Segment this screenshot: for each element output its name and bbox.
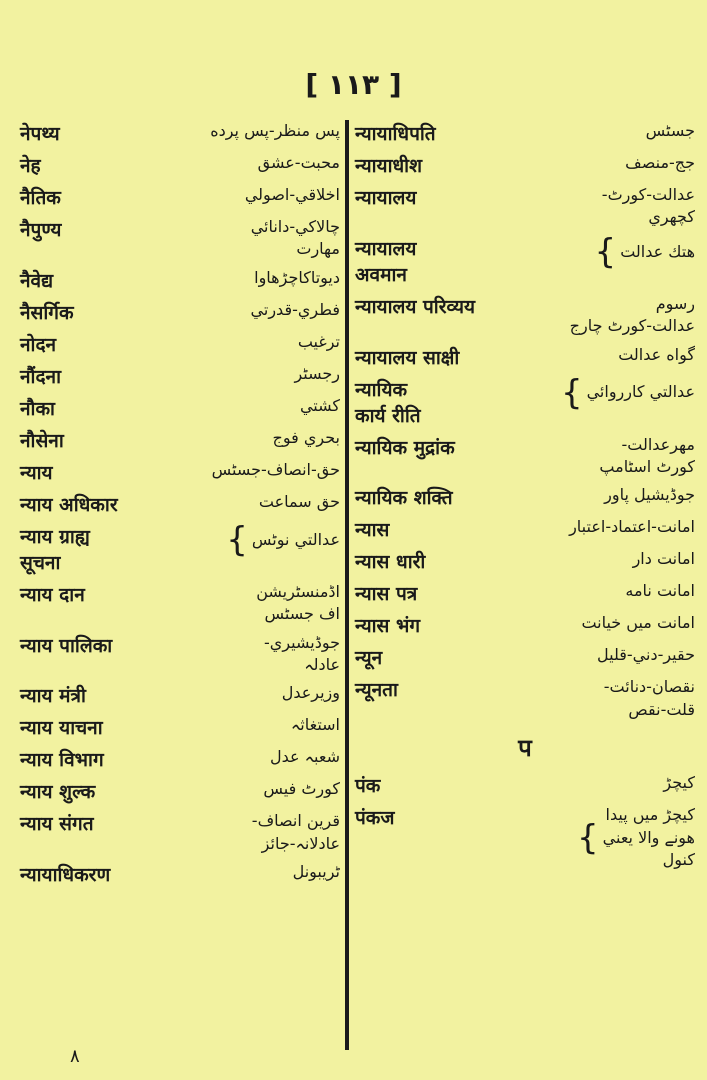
urdu-definition-line: كچهري [648,207,695,227]
dictionary-entry [355,612,695,638]
urdu-definition-line: حق سماعت [258,491,340,511]
urdu-definition [264,632,340,677]
hindi-headword: नैपुण्य [20,219,62,241]
dictionary-entry [355,580,695,606]
urdu-definition [212,459,340,481]
urdu-definition-line: وزيرعدل [281,683,340,703]
hindi-headword: न्यायाधिपति [355,123,436,145]
hindi-headword [20,523,90,575]
urdu-definition-line: امانت دار [632,549,695,569]
hindi-headword: न्यून [355,647,383,670]
urdu-definition [620,241,695,263]
urdu-definition-line: اف جسٹس [264,604,340,624]
urdu-definition [282,682,340,704]
hindi-headword-line: न्यायालय [355,237,417,260]
urdu-definition [263,778,340,800]
urdu-definition-line: كيچڑ ميں پيدا [605,805,695,825]
hindi-headword-line: न्याय ग्राह्य [20,525,90,548]
urdu-definition-line: اڈمنسٹريشن [256,581,340,601]
dictionary-entry [20,778,340,804]
urdu-definition-line: بحري فوج [272,427,340,447]
dictionary-entry [20,184,340,210]
dictionary-entry [355,548,695,574]
urdu-definition-line: جوڈيشيل پاور [604,485,695,505]
dictionary-entry [355,372,695,428]
dictionary-entry [20,299,340,325]
urdu-definition [618,344,695,366]
hindi-headword: न्यास पत्र [355,583,418,606]
urdu-definition-line: فطري-قدرتي [250,299,340,319]
urdu-definition [291,714,340,736]
dictionary-entry [355,293,695,338]
urdu-definition-line: پس منظر-پس پرده [210,121,340,140]
dictionary-entry [20,120,340,146]
urdu-definition-line: حقير-دني-قليل [597,645,695,665]
urdu-definition [252,810,340,855]
hindi-headword: न्यायिक मुद्रांक [355,436,455,459]
urdu-definition-line: امانت ميں خيانت [581,613,695,633]
hindi-headword: नौका [20,397,55,420]
hindi-headword: न्यायालय साक्षी [355,346,460,369]
urdu-definition [300,395,340,417]
urdu-definition-line: شعبہ عدل [270,747,340,767]
urdu-definition [602,184,695,229]
urdu-definition-line: امانت-اعتماد-اعتبار [569,517,695,537]
urdu-definition-line: رسوم [655,293,695,313]
hindi-headword: पंकज [355,807,395,830]
hindi-headword: न्याय विभाग [20,749,104,772]
hindi-headword: न्याय याचना [20,717,103,740]
dictionary-entry [20,632,340,677]
dictionary-entry [20,395,340,421]
hindi-headword: न्यास [355,519,390,542]
hindi-headword: न्यास धारी [355,551,426,574]
hindi-headword: नेह [20,155,41,177]
urdu-definition-line: حق-انصاف-جسٹس [211,459,340,479]
urdu-definition [603,804,695,871]
hindi-headword: न्यायाधीश [355,155,423,177]
urdu-definition [581,612,695,634]
dictionary-entry [20,363,340,389]
hindi-headword: नेपथ्य [20,123,60,145]
urdu-definition-line: ديوتاكاچڑهاوا [254,267,340,287]
hindi-headword: न्याय [20,461,53,484]
urdu-definition-line: امانت نامه [625,581,695,601]
hindi-headword: न्याय शुल्क [20,781,96,804]
right-column [355,120,695,877]
brace-mark: { [560,372,583,413]
dictionary-entry [355,231,695,287]
page-number: [ ١١٣ ] [305,68,402,101]
urdu-definition-line: محبت-عشق [257,153,340,172]
dictionary-entry [20,267,340,293]
dictionary-entry [20,459,340,485]
urdu-definition-line: گواه عدالت [618,344,695,364]
urdu-definition [273,427,340,449]
left-column [20,120,340,893]
urdu-definition [256,581,340,626]
dictionary-entry [355,804,695,871]
hindi-headword: न्यायाधिकरण [20,864,111,887]
urdu-definition [599,434,695,479]
urdu-definition-line: رجسٹر [294,363,340,383]
hindi-headword: न्यायिक शक्ति [355,487,453,510]
urdu-definition [604,676,695,721]
urdu-definition-line: كنول [662,849,695,869]
urdu-definition [625,580,695,602]
hindi-headword-line: कार्य रीति [355,404,421,427]
urdu-definition-line: مهارت [296,239,340,259]
urdu-definition-line: كورٹ فيس [263,779,340,799]
hindi-headword-line: अवमान [355,263,407,286]
brace-mark: { [594,231,617,272]
dictionary-entry [20,810,340,855]
hindi-headword: न्यायालय [355,187,417,209]
urdu-definition-line: ترغيب [297,331,340,351]
urdu-definition [293,861,340,883]
urdu-definition [251,299,340,321]
hindi-headword: न्याय संगत [20,813,94,836]
urdu-definition-line: هتك عدالت [620,241,695,261]
urdu-definition [294,363,340,385]
hindi-headword-line: न्यायिक [355,378,408,401]
hindi-headword: न्याय पालिका [20,634,113,657]
hindi-headword: न्यूनता [355,679,398,702]
dictionary-entry [355,772,695,798]
urdu-definition [663,772,695,794]
dictionary-entry [20,491,340,517]
urdu-definition-line: قلت-نقص [628,699,695,719]
urdu-definition-line: جوڈيشيري- [264,632,340,652]
urdu-definition-line: عادلانہ-جائز [261,833,340,853]
urdu-definition [569,516,695,538]
urdu-definition-line: نقصان-دنائت- [603,677,695,697]
urdu-definition [597,644,695,666]
urdu-definition [245,184,340,206]
hindi-headword: नौंदना [20,365,62,388]
urdu-definition-line: عدالتي نوٹس [251,529,340,549]
urdu-definition-line: قرين انصاف- [251,811,340,831]
hindi-headword: न्याय दान [20,583,85,606]
urdu-definition-line: جج-منصف [625,153,695,172]
hindi-headword: न्याय अधिकार [20,493,118,516]
column-divider [345,120,349,1050]
section-letter: प [518,734,532,763]
dictionary-entry [20,714,340,740]
urdu-definition [587,381,695,403]
dictionary-entry [355,644,695,670]
urdu-definition-line: ٹريبونل [292,862,340,882]
urdu-definition-line: عادلہ [304,654,340,674]
urdu-definition [646,120,695,142]
urdu-definition [570,293,695,338]
urdu-definition-line: اخلاقي-اصولي [244,185,340,204]
dictionary-entry [355,676,695,721]
urdu-definition-line: استغاثہ [290,715,340,735]
urdu-definition [252,529,340,551]
brace-mark: { [226,519,248,560]
urdu-definition [298,331,340,353]
hindi-headword: नौसेना [20,429,64,452]
footer-mark: ٨ [70,1046,80,1067]
dictionary-entry [20,216,340,261]
dictionary-entry [355,184,695,229]
hindi-headword: पंक [355,775,381,798]
hindi-headword: न्यास भंग [355,615,421,638]
dictionary-entry [20,682,340,708]
dictionary-entry [20,519,340,575]
dictionary-entry [20,861,340,887]
dictionary-entry [20,331,340,357]
dictionary-entry [355,344,695,370]
urdu-definition-line: كيچڑ [663,773,695,793]
urdu-definition-line: عدالت-كورٹ چارج [569,316,695,336]
urdu-definition [259,491,340,513]
dictionary-entry [20,746,340,772]
hindi-headword [355,235,416,287]
urdu-definition-line: كورٹ اسٹامپ [599,456,695,476]
hindi-headword: नोदन [20,333,57,356]
urdu-definition-line: چالاكي-دانائي [250,217,340,236]
dictionary-entry [20,427,340,453]
urdu-definition-line: عدالتي كارروائي [586,382,695,402]
urdu-definition [254,267,340,289]
urdu-definition-line: هونے والا يعني [602,827,695,847]
dictionary-entry [355,516,695,542]
urdu-definition [258,152,340,174]
urdu-definition-line: جسٹس [645,121,695,140]
hindi-headword: नैसर्गिक [20,301,74,324]
urdu-definition-line: عدالت-كورٹ- [601,185,695,204]
urdu-definition [633,548,695,570]
urdu-definition-line: کشتي [299,395,340,415]
dictionary-entry [355,484,695,510]
urdu-definition [251,216,340,261]
urdu-definition-line: مهرعدالت- [621,434,695,454]
hindi-headword: न्याय मंत्री [20,685,86,708]
urdu-definition [210,120,340,142]
urdu-definition [270,746,340,768]
hindi-headword-line: सूचना [20,551,61,574]
dictionary-entry [355,120,695,146]
dictionary-entry [355,152,695,178]
hindi-headword: नैतिक [20,187,61,209]
hindi-headword [355,376,421,428]
urdu-definition [625,152,695,174]
dictionary-entry [355,434,695,479]
dictionary-entry [20,581,340,626]
hindi-headword: नैवेद्य [20,269,54,292]
dictionary-entry [20,152,340,178]
urdu-definition [604,484,695,506]
hindi-headword: न्यायालय परिव्यय [355,295,476,318]
brace-mark: { [577,817,599,858]
